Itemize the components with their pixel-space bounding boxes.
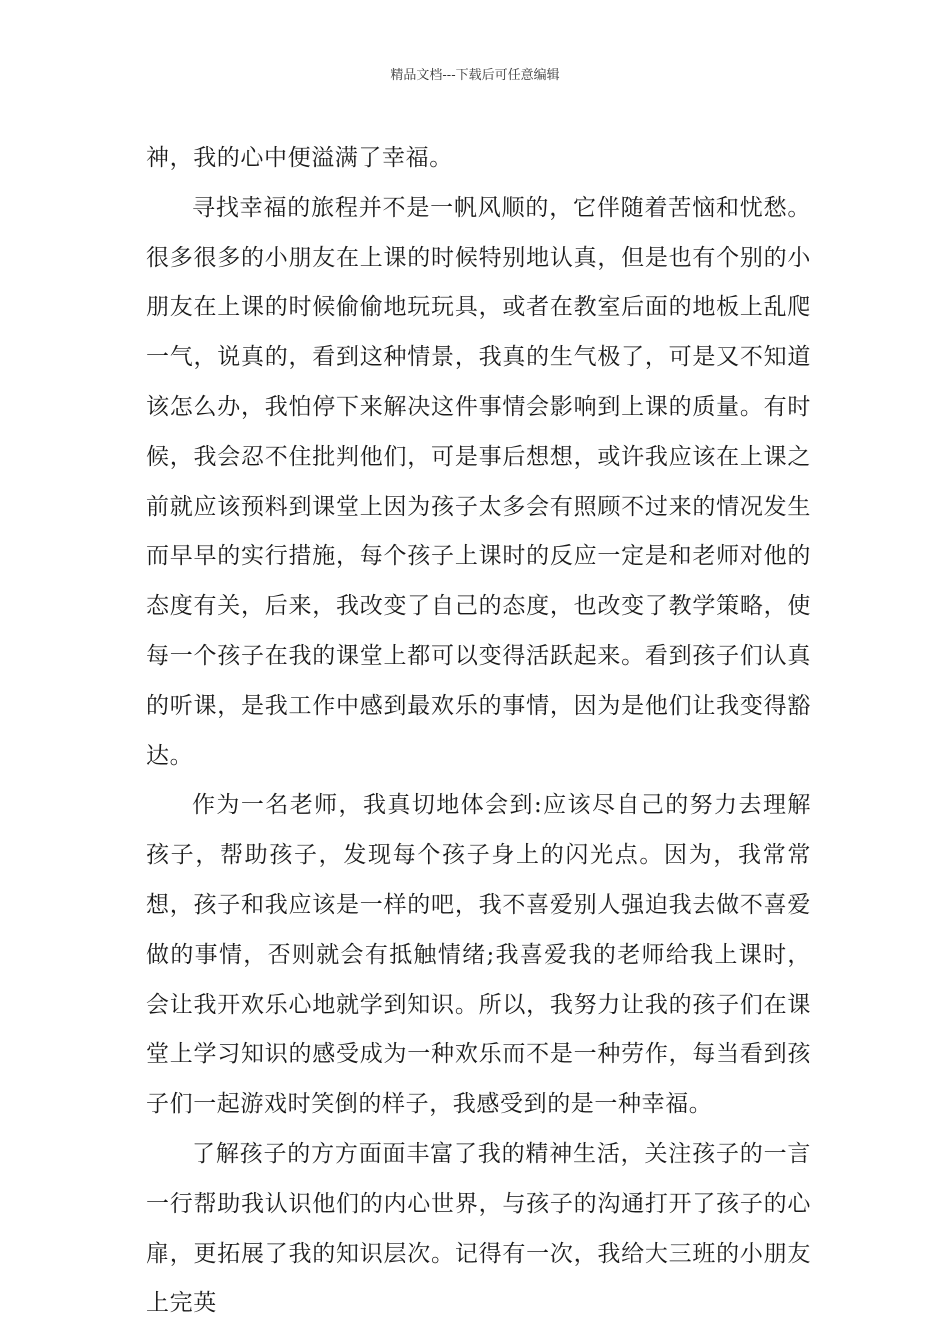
page-header: 精品文档---下载后可任意编辑 bbox=[390, 68, 560, 83]
paragraph-1: 神，我的心中便溢满了幸福。 bbox=[146, 145, 453, 171]
paragraph-3: 作为一名老师，我真切地体会到:应该尽自己的努力去理解孩子，帮助孩子，发现每个孩子身上的闪光点。因为，我常常想，孩子和我应该是一样的吧，我不喜爱别人强迫我去做不喜爱做的事情，否则就会有抵触情绪;我喜爱我的老师给我上课时，会让我开欢乐心地就学到知识。所以，我努力让我的孩子们在课堂上学习知识的感受成为一种欢乐而不是一种劳作，每当看到孩子们一起游戏时笑倒的样子，我感受到的是一种幸福。 bbox=[146, 792, 811, 1118]
document-body bbox=[146, 134, 811, 1329]
paragraph-2: 寻找幸福的旅程并不是一帆风顺的，它伴随着苦恼和忧愁。很多很多的小朋友在上课的时候特别地认真，但是也有个别的小朋友在上课的时候偷偷地玩玩具，或者在教室后面的地板上乱爬一气，说真的，看到这种情景，我真的生气极了，可是又不知道该怎么办，我怕停下来解决这件事情会影响到上课的质量。有时候，我会忍不住批判他们，可是事后想想，或许我应该在上课之前就应该预料到课堂上因为孩子太多会有照顾不过来的情况发生而早早的实行措施，每个孩子上课时的反应一定是和老师对他的态度有关，后来，我改变了自己的态度，也改变了教学策略，使每一个孩子在我的课堂上都可以变得活跃起来。看到孩子们认真的听课，是我工作中感到最欢乐的事情，因为是他们让我变得豁达。 bbox=[146, 194, 811, 769]
paragraph-4: 了解孩子的方方面面丰富了我的精神生活，关注孩子的一言一行帮助我认识他们的内心世界，与孩子的沟通打开了孩子的心扉，更拓展了我的知识层次。记得有一次，我给大三班的小朋友上完英 bbox=[146, 1140, 811, 1317]
